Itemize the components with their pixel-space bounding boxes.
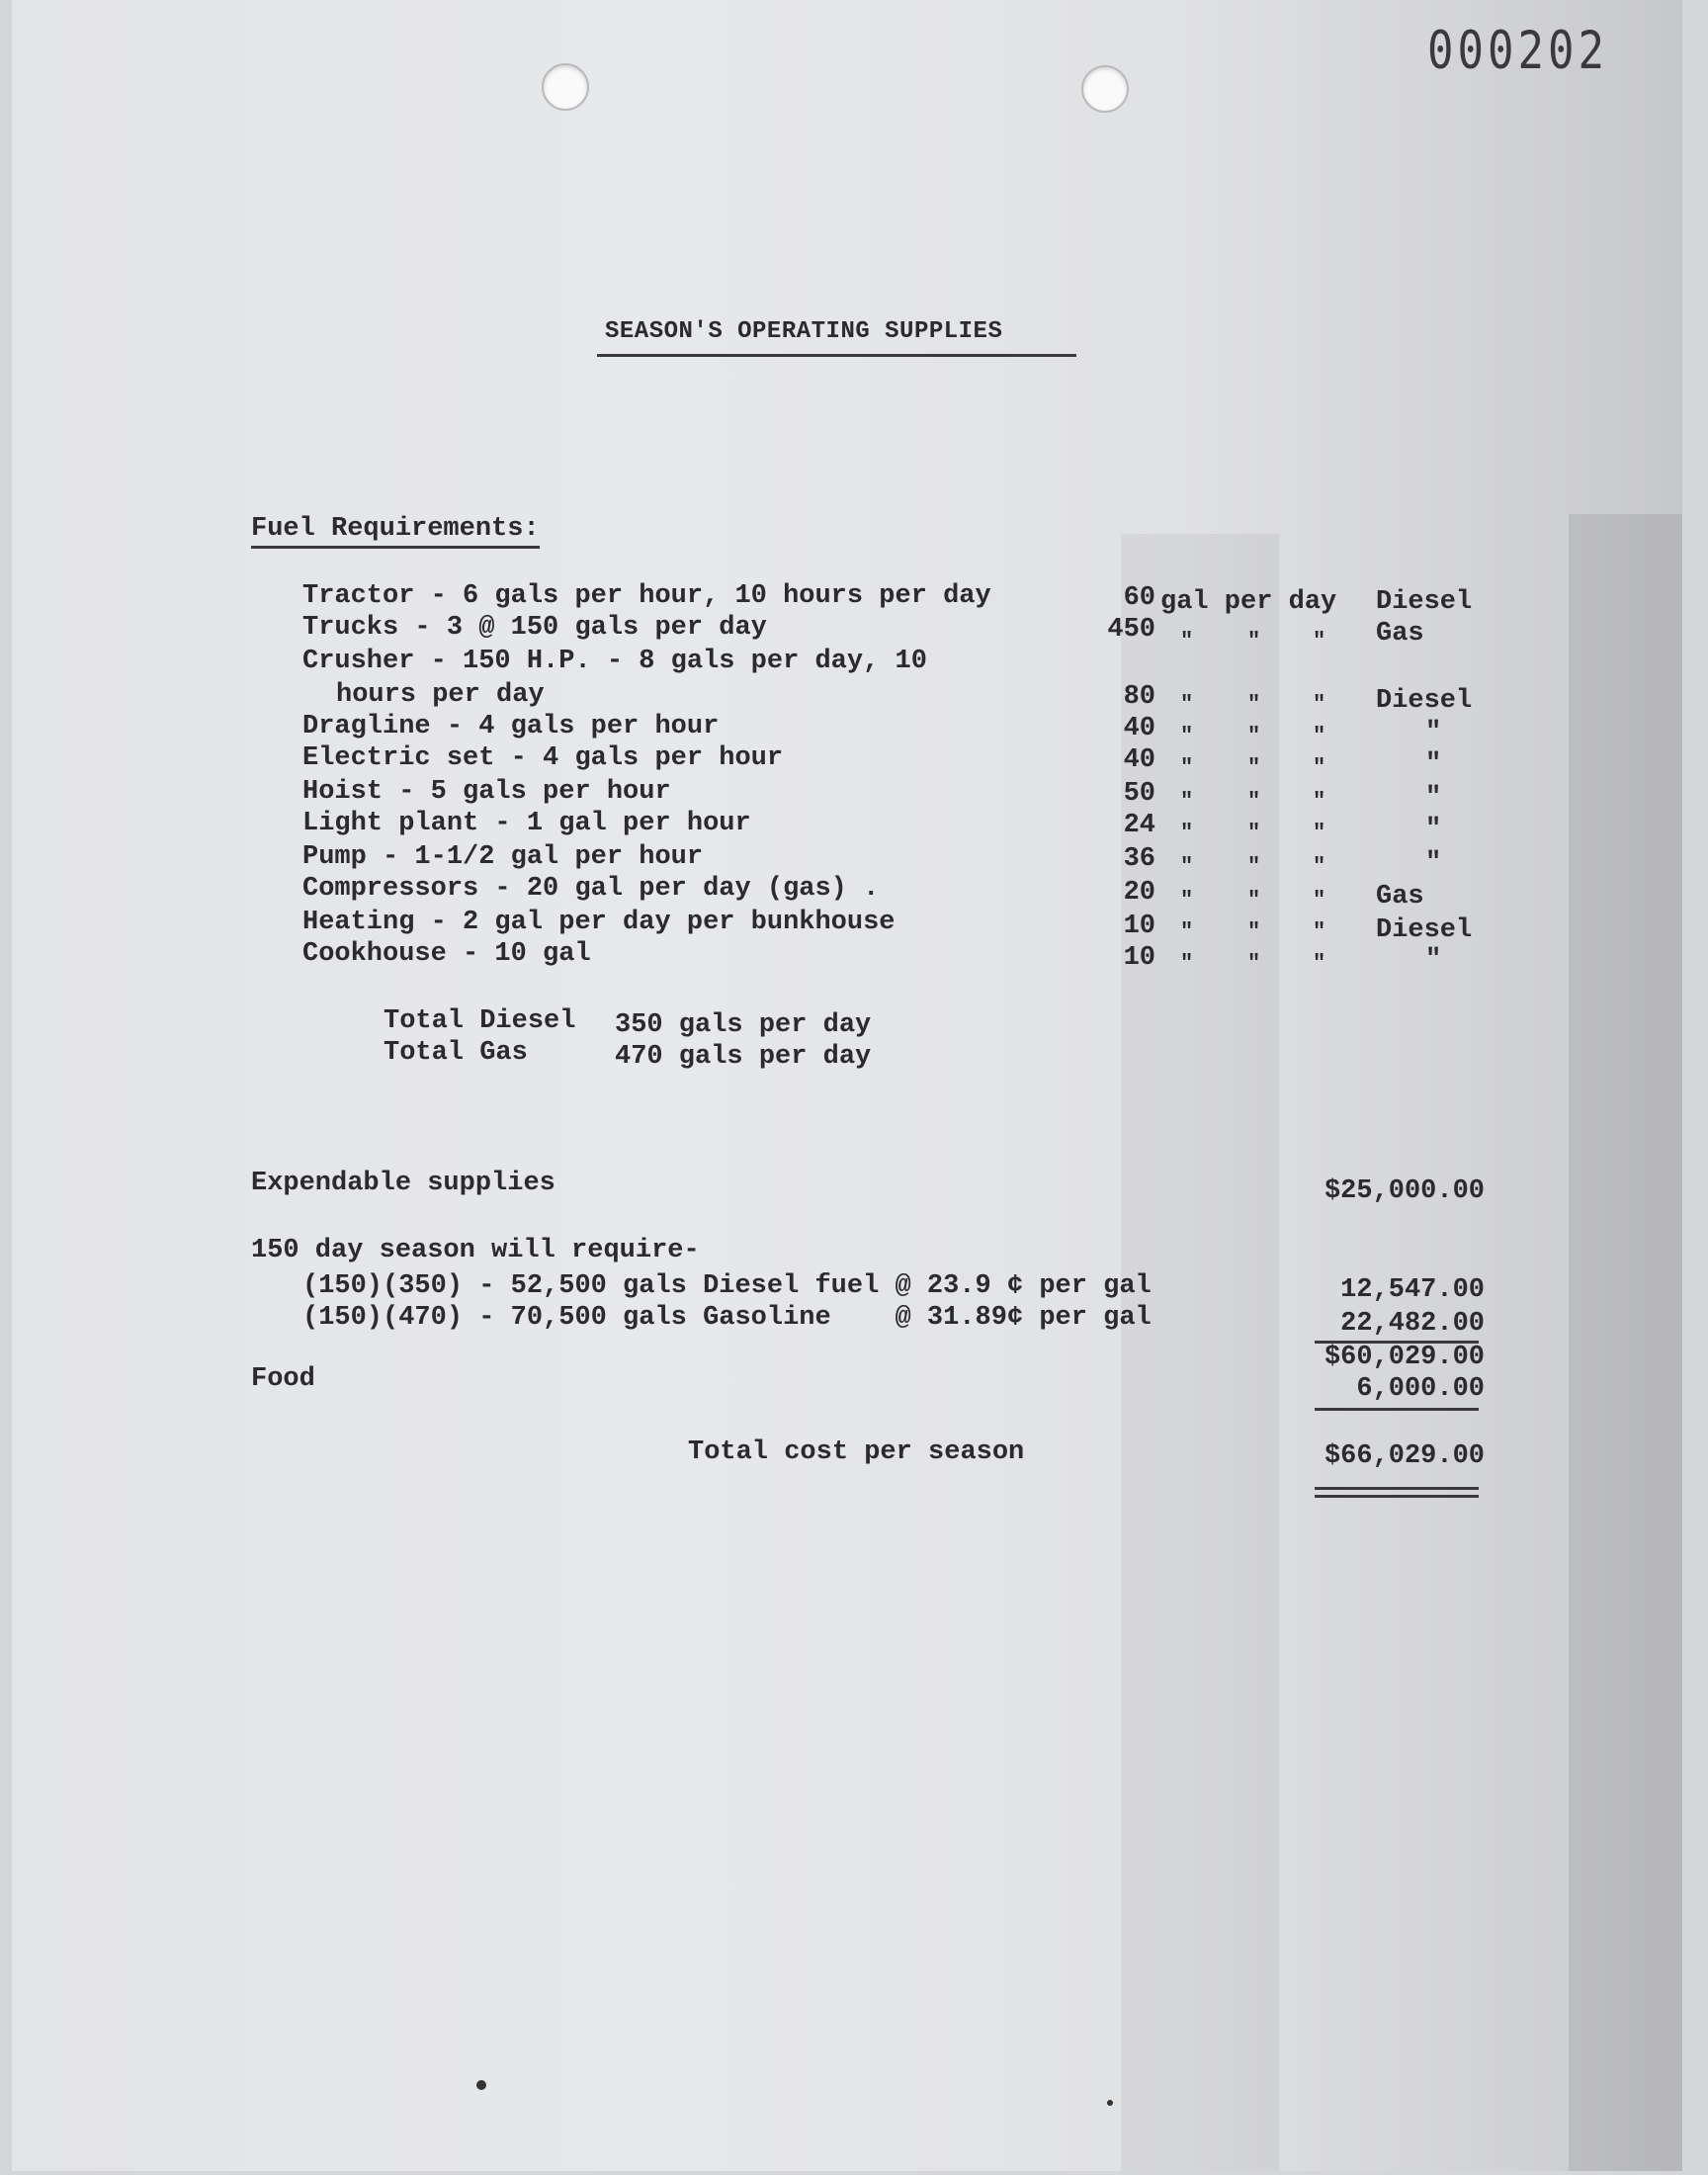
fuel-item-qty: 36 [1123,844,1155,874]
fuel-item-qty: 60 [1123,583,1155,613]
punch-hole [1081,65,1129,113]
fuel-item-qty: 24 [1123,811,1155,840]
fuel-item-desc: Hoist - 5 gals per hour [302,777,671,807]
fuel-item-qty: 10 [1123,912,1155,941]
food-rule [1315,1408,1479,1411]
fuel-item-qty: 20 [1123,878,1155,908]
fuel-item-qty: 50 [1123,779,1155,809]
fuel-item-desc: Dragline - 4 gals per hour [302,712,720,741]
fuel-item-type: " [1425,718,1442,747]
food-label: Food [251,1364,315,1394]
ditto-mark: " [1247,692,1261,717]
ditto-mark: " [1247,821,1261,845]
fuel-item-type: Gas [1376,619,1424,649]
ditto-mark: " [1180,821,1194,845]
fuel-item-desc-cont: hours per day [336,680,545,710]
gas-cost-line: (150)(470) - 70,500 gals Gasoline @ 31.89¢ per gal [302,1303,1152,1333]
fuel-item-qty: 40 [1123,714,1155,743]
ditto-mark: " [1180,951,1194,976]
ditto-mark: " [1313,821,1326,845]
shadow-band [1569,514,1682,2171]
fuel-item-type: " [1425,945,1442,975]
page-stamp-number: 000202 [1427,20,1608,82]
fuel-item-desc: Tractor - 6 gals per hour, 10 hours per day [302,581,991,611]
fuel-item-type: " [1425,749,1442,779]
fuel-item-desc: Light plant - 1 gal per hour [302,809,751,838]
total-diesel-label: Total Diesel [384,1006,576,1036]
fuel-item-type: " [1425,783,1442,813]
fuel-heading: Fuel Requirements: [251,514,540,544]
food-amount: 6,000.00 [1356,1374,1485,1404]
punch-hole [542,63,589,111]
fuel-item-qty: 80 [1123,682,1155,712]
fuel-item-type: Diesel [1376,587,1473,617]
ditto-mark: " [1247,854,1261,879]
fuel-item-qty: 40 [1123,745,1155,775]
fuel-item-type: " [1425,848,1442,878]
diesel-cost-amount: 12,547.00 [1340,1275,1485,1305]
fuel-col-header: gal per day [1160,587,1337,617]
title-underline [597,354,1076,357]
total-gas-label: Total Gas [384,1038,528,1068]
total-diesel-value: 350 gals per day [615,1010,872,1040]
ink-dot [1107,2100,1113,2106]
expendable-amount: $25,000.00 [1324,1176,1485,1206]
fuel-item-type: Gas [1376,882,1424,912]
ditto-mark: " [1313,919,1326,944]
document-page [12,0,1682,2171]
ditto-mark: " [1180,724,1194,748]
diesel-cost-line: (150)(350) - 52,500 gals Diesel fuel @ 23.9 ¢ per gal [302,1271,1152,1301]
fuel-item-type: " [1425,815,1442,844]
fuel-item-desc: Pump - 1-1/2 gal per hour [302,842,704,872]
total-cost-label: Total cost per season [688,1437,1025,1467]
ditto-mark: " [1247,789,1261,814]
ditto-mark: " [1313,755,1326,780]
total-double-rule-top [1315,1487,1479,1490]
ditto-mark: " [1180,755,1194,780]
fuel-item-type: Diesel [1376,686,1473,716]
ditto-mark: " [1313,724,1326,748]
fuel-item-desc: Compressors - 20 gal per day (gas) . [302,874,880,904]
ditto-mark: " [1180,629,1194,653]
ditto-mark: " [1247,755,1261,780]
ditto-mark: " [1180,919,1194,944]
ditto-mark: " [1313,789,1326,814]
ditto-mark: " [1180,888,1194,913]
expendable-label: Expendable supplies [251,1169,555,1198]
ditto-mark: " [1180,854,1194,879]
ditto-mark: " [1313,888,1326,913]
fuel-item-desc: Trucks - 3 @ 150 gals per day [302,613,767,643]
total-double-rule-bottom [1315,1495,1479,1498]
ditto-mark: " [1313,692,1326,717]
ditto-mark: " [1313,854,1326,879]
subtotal-amount: $60,029.00 [1324,1343,1485,1372]
ditto-mark: " [1313,951,1326,976]
fuel-item-desc: Heating - 2 gal per day per bunkhouse [302,908,896,937]
page-title: SEASON'S OPERATING SUPPLIES [605,318,1003,345]
total-gas-value: 470 gals per day [615,1042,872,1072]
ditto-mark: " [1247,951,1261,976]
ink-dot [476,2080,486,2090]
ditto-mark: " [1180,789,1194,814]
ditto-mark: " [1247,629,1261,653]
season-label: 150 day season will require- [251,1236,700,1265]
gas-cost-amount: 22,482.00 [1340,1309,1485,1339]
ditto-mark: " [1247,888,1261,913]
ditto-mark: " [1180,692,1194,717]
fuel-item-qty: 10 [1123,943,1155,973]
fuel-item-desc: Cookhouse - 10 gal [302,939,591,969]
ditto-mark: " [1313,629,1326,653]
total-cost-amount: $66,029.00 [1324,1441,1485,1471]
ditto-mark: " [1247,724,1261,748]
ditto-mark: " [1247,919,1261,944]
fuel-item-desc: Crusher - 150 H.P. - 8 gals per day, 10 [302,647,927,676]
fuel-item-type: Diesel [1376,915,1473,945]
fuel-item-qty: 450 [1107,615,1155,645]
fuel-item-desc: Electric set - 4 gals per hour [302,743,784,773]
